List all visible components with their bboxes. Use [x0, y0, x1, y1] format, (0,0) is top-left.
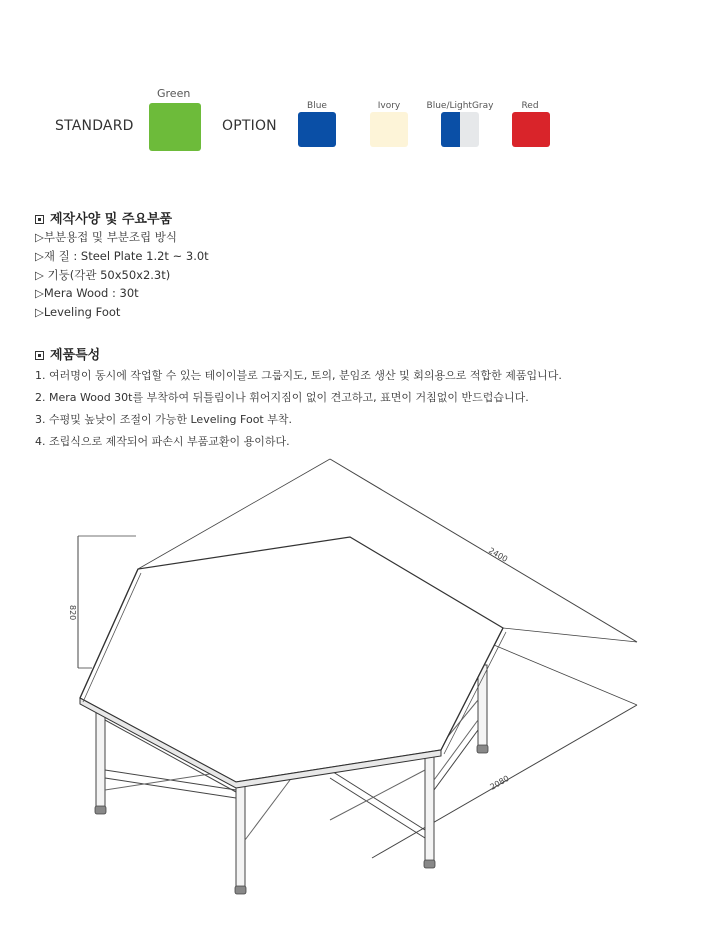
- leveling-foot: [477, 745, 488, 753]
- feature-line: 2. Mera Wood 30t를 부착하여 뒤틀림이나 휘어지짐이 없이 견고하고, 표면이 거침없이 반드럽습니다.: [35, 391, 529, 404]
- blue-lightgray-swatch: [441, 112, 479, 147]
- blue-swatch: [298, 112, 336, 147]
- leveling-foot: [235, 886, 246, 894]
- dimension-label-width: 2080: [488, 773, 511, 792]
- spec-line: ▷부분용접 및 부분조립 방식: [35, 230, 178, 244]
- green-swatch: [149, 103, 201, 151]
- feature-line: 1. 여러명이 동시에 작업할 수 있는 테이이블로 그룹지도, 토의, 분임조 생산 및 회의용으로 적합한 제품입니다.: [35, 369, 562, 382]
- table-top: [80, 537, 503, 782]
- table-leg: [425, 752, 434, 862]
- square-bullet-icon: [35, 215, 44, 224]
- feature-line: 3. 수평및 높낮이 조절이 가능한 Leveling Foot 부착.: [35, 413, 292, 426]
- spec-line: ▷Leveling Foot: [35, 305, 121, 319]
- table-leg: [478, 665, 487, 747]
- option-name-blue: Blue: [307, 101, 327, 111]
- table-technical-drawing: [0, 450, 709, 940]
- specs-title: 제작사양 및 주요부품: [35, 208, 172, 227]
- option-name-blue-lightgray: Blue/LightGray: [426, 101, 494, 111]
- option-name-ivory: Ivory: [377, 101, 401, 111]
- option-label: OPTION: [222, 118, 277, 134]
- frame-rail: [330, 770, 425, 830]
- dimension-label-length: 2400: [487, 545, 510, 564]
- spec-line: ▷Mera Wood : 30t: [35, 286, 139, 300]
- spec-line: ▷재 질 : Steel Plate 1.2t ~ 3.0t: [35, 249, 209, 263]
- feature-line: 4. 조립식으로 제작되어 파손시 부품교환이 용이하다.: [35, 435, 290, 448]
- leveling-foot: [424, 860, 435, 868]
- standard-color-name: Green: [157, 87, 191, 100]
- table-leg: [236, 778, 245, 888]
- ivory-swatch: [370, 112, 408, 147]
- dimension-label-height: 820: [68, 605, 77, 621]
- option-name-red: Red: [521, 101, 539, 111]
- table-leg: [96, 705, 105, 808]
- square-bullet-icon: [35, 351, 44, 360]
- spec-line: ▷ 기둥(각관 50x50x2.3t): [35, 268, 171, 282]
- leveling-foot: [95, 806, 106, 814]
- standard-label: STANDARD: [55, 118, 134, 134]
- red-swatch: [512, 112, 550, 147]
- features-title: 제품특성: [35, 344, 100, 363]
